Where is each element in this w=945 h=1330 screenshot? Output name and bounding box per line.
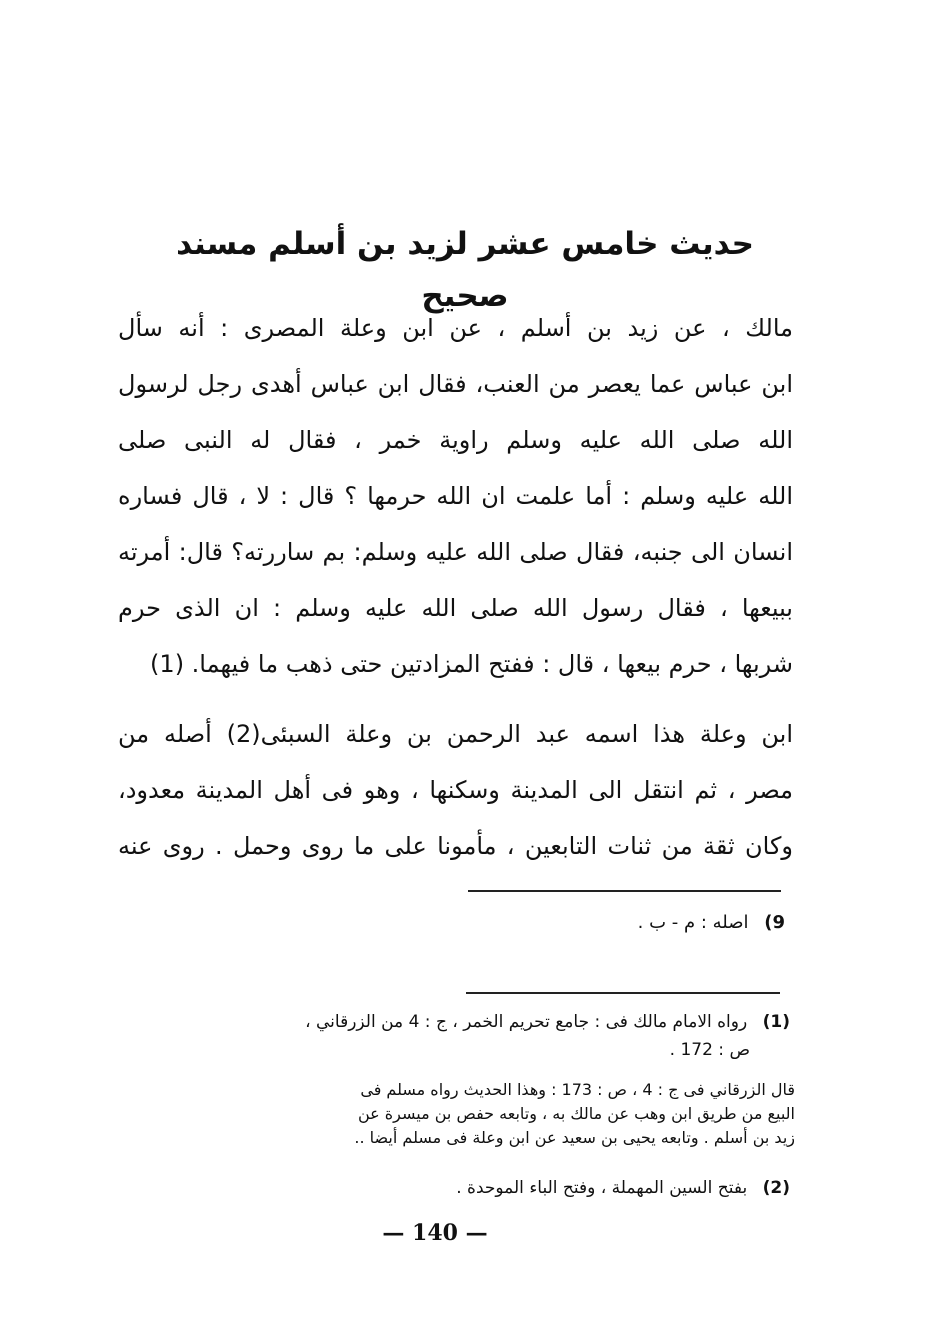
text-line: ابن عباس عما يعصر من العنب، فقال ابن عباس أهدى رجل لرسول bbox=[118, 370, 793, 398]
footnote-1 bbox=[305, 1012, 790, 1032]
footnote-divider bbox=[466, 992, 780, 994]
variant-note-number: 9) bbox=[764, 912, 785, 933]
text-line: ابن وعلة هذا اسمه عبد الرحمن بن وعلة السبئى(2) أصله من bbox=[118, 720, 793, 748]
paragraph-narrator bbox=[118, 706, 793, 874]
page-title: حديث خامس عشر لزيد بن أسلم مسند صحيح bbox=[176, 226, 754, 314]
commentary-line: البيع من طريق ابن وهب عن مالك به ، وتابعه حفص بن ميسرة عن bbox=[357, 1104, 795, 1123]
text-line: وكان ثقة من ثنات التابعين ، مأمونا على ما روى وحمل . روى عنه bbox=[118, 832, 793, 860]
page-number: — 140 — bbox=[382, 1220, 488, 1246]
variant-note bbox=[638, 912, 785, 933]
footnote-text: بفتح السين المهملة ، وفتح الباء الموحدة . bbox=[456, 1178, 748, 1198]
footnote-number: (1) bbox=[762, 1012, 790, 1032]
text-line: الله عليه وسلم : أما علمت ان الله حرمها ؟ قال : لا ، قال فساره bbox=[118, 482, 793, 510]
commentary-line: قال الزرقاني فى ج : 4 ، ص : 173 : وهذا الحديث رواه مسلم فى bbox=[360, 1080, 795, 1099]
footnote-number: (2) bbox=[762, 1178, 790, 1198]
footnote-text: رواه الامام مالك فى : جامع تحريم الخمر ، ج : 4 من الزرقاني ، bbox=[305, 1012, 748, 1032]
commentary-line: زيد بن أسلم . وتابعه يحيى بن سعيد عن ابن وعلة فى مسلم أيضا .. bbox=[354, 1128, 795, 1147]
text-line: ببيعها ، فقال رسول الله صلى الله عليه وسلم : ان الذى حرم bbox=[118, 594, 793, 622]
text-line: مصر ، ثم انتقل الى المدينة وسكنها ، وهو فى أهل المدينة معدود، bbox=[118, 776, 793, 804]
footnote-commentary bbox=[354, 1078, 795, 1150]
text-line: مالك ، عن زيد بن أسلم ، عن ابن وعلة المصرى : أنه سأل bbox=[118, 314, 793, 342]
footnote-1-continued: ص : 172 . bbox=[669, 1040, 750, 1060]
variant-note-text: اصله : م - ب . bbox=[637, 912, 749, 933]
footnote-divider bbox=[468, 890, 781, 892]
footnote-2 bbox=[456, 1178, 790, 1198]
text-line: انسان الى جنبه، فقال صلى الله عليه وسلم: بم ساررته؟ قال: أمرته bbox=[118, 538, 793, 566]
text-line: الله صلى الله عليه وسلم راوية خمر ، فقال له النبى صلى bbox=[118, 426, 793, 454]
text-line: شربها ، حرم بيعها ، قال : ففتح المزادتين حتى ذهب ما فيهما. (1) bbox=[150, 650, 793, 678]
paragraph-hadith bbox=[118, 300, 793, 692]
